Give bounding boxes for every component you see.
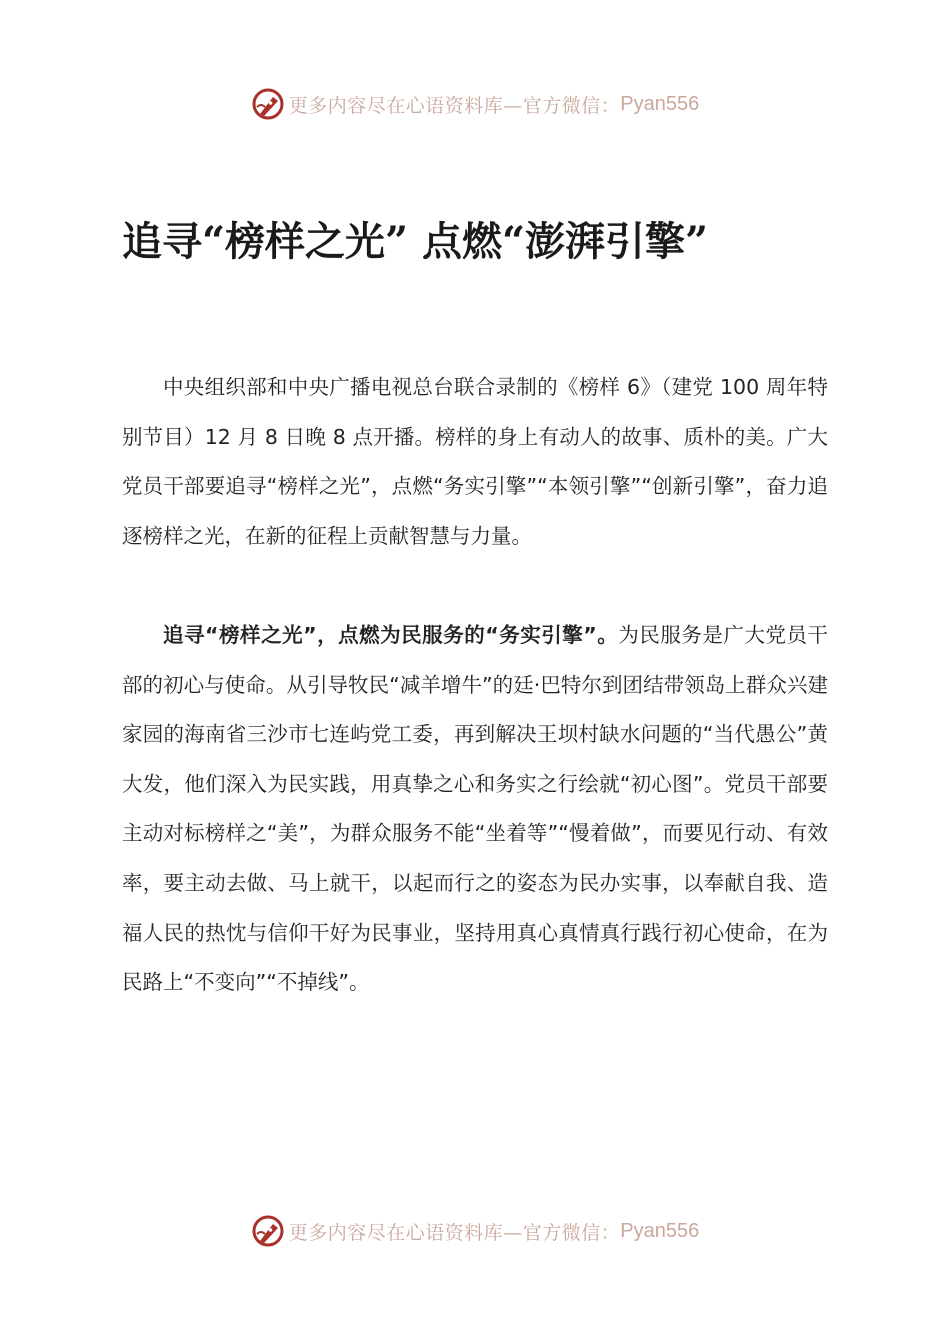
banner-text: 更多内容尽在心语资料库—官方微信： — [288, 94, 621, 117]
header-banner — [0, 84, 950, 124]
banner-account: Pyan556 — [620, 1219, 700, 1242]
banner-account: Pyan556 — [620, 92, 700, 115]
article-paragraph — [122, 611, 828, 1008]
paragraph-text: 中央组织部和中央广播电视总台联合录制的《榜样 6》（建党 100 周年特别节目）12 月 8 日晚 8 点开播。榜样的身上有动人的故事、质朴的美。广大党员干部要追寻“榜样之光”，点燃“务实引擎”“本领引擎”“创新引擎”，奋力追逐榜样之光，在新的征程上贡献智慧与力量。 — [122, 375, 828, 548]
paragraph-lead: 追寻“榜样之光”，点燃为民服务的“务实引擎”。 — [163, 623, 619, 647]
pen-nib-logo-icon — [251, 87, 285, 121]
pen-nib-logo-icon — [251, 1214, 285, 1248]
paragraph-text: 为民服务是广大党员干部的初心与使命。从引导牧民“减羊增牛”的廷·巴特尔到团结带领岛上群众兴建家园的海南省三沙市七连屿党工委，再到解决王坝村缺水问题的“当代愚公”黄大发，他们深入为民实践，用真挚之心和务实之行绘就“初心图”。党员干部要主动对标榜样之“美”，为群众服务不能“坐着等”“慢着做”，而要见行动、有效率，要主动去做、马上就干，以起而行之的姿态为民办实事，以奉献自我、造福人民的热忱与信仰干好为民事业，坚持用真心真情真行践行初心使命，在为民路上“不变向”“不掉线”。 — [122, 623, 828, 995]
footer-banner — [0, 1211, 950, 1251]
article-paragraph — [122, 363, 828, 561]
banner-text: 更多内容尽在心语资料库—官方微信： — [288, 1221, 621, 1244]
article-title: 追寻“榜样之光” 点燃“澎湃引擎” — [122, 218, 708, 265]
